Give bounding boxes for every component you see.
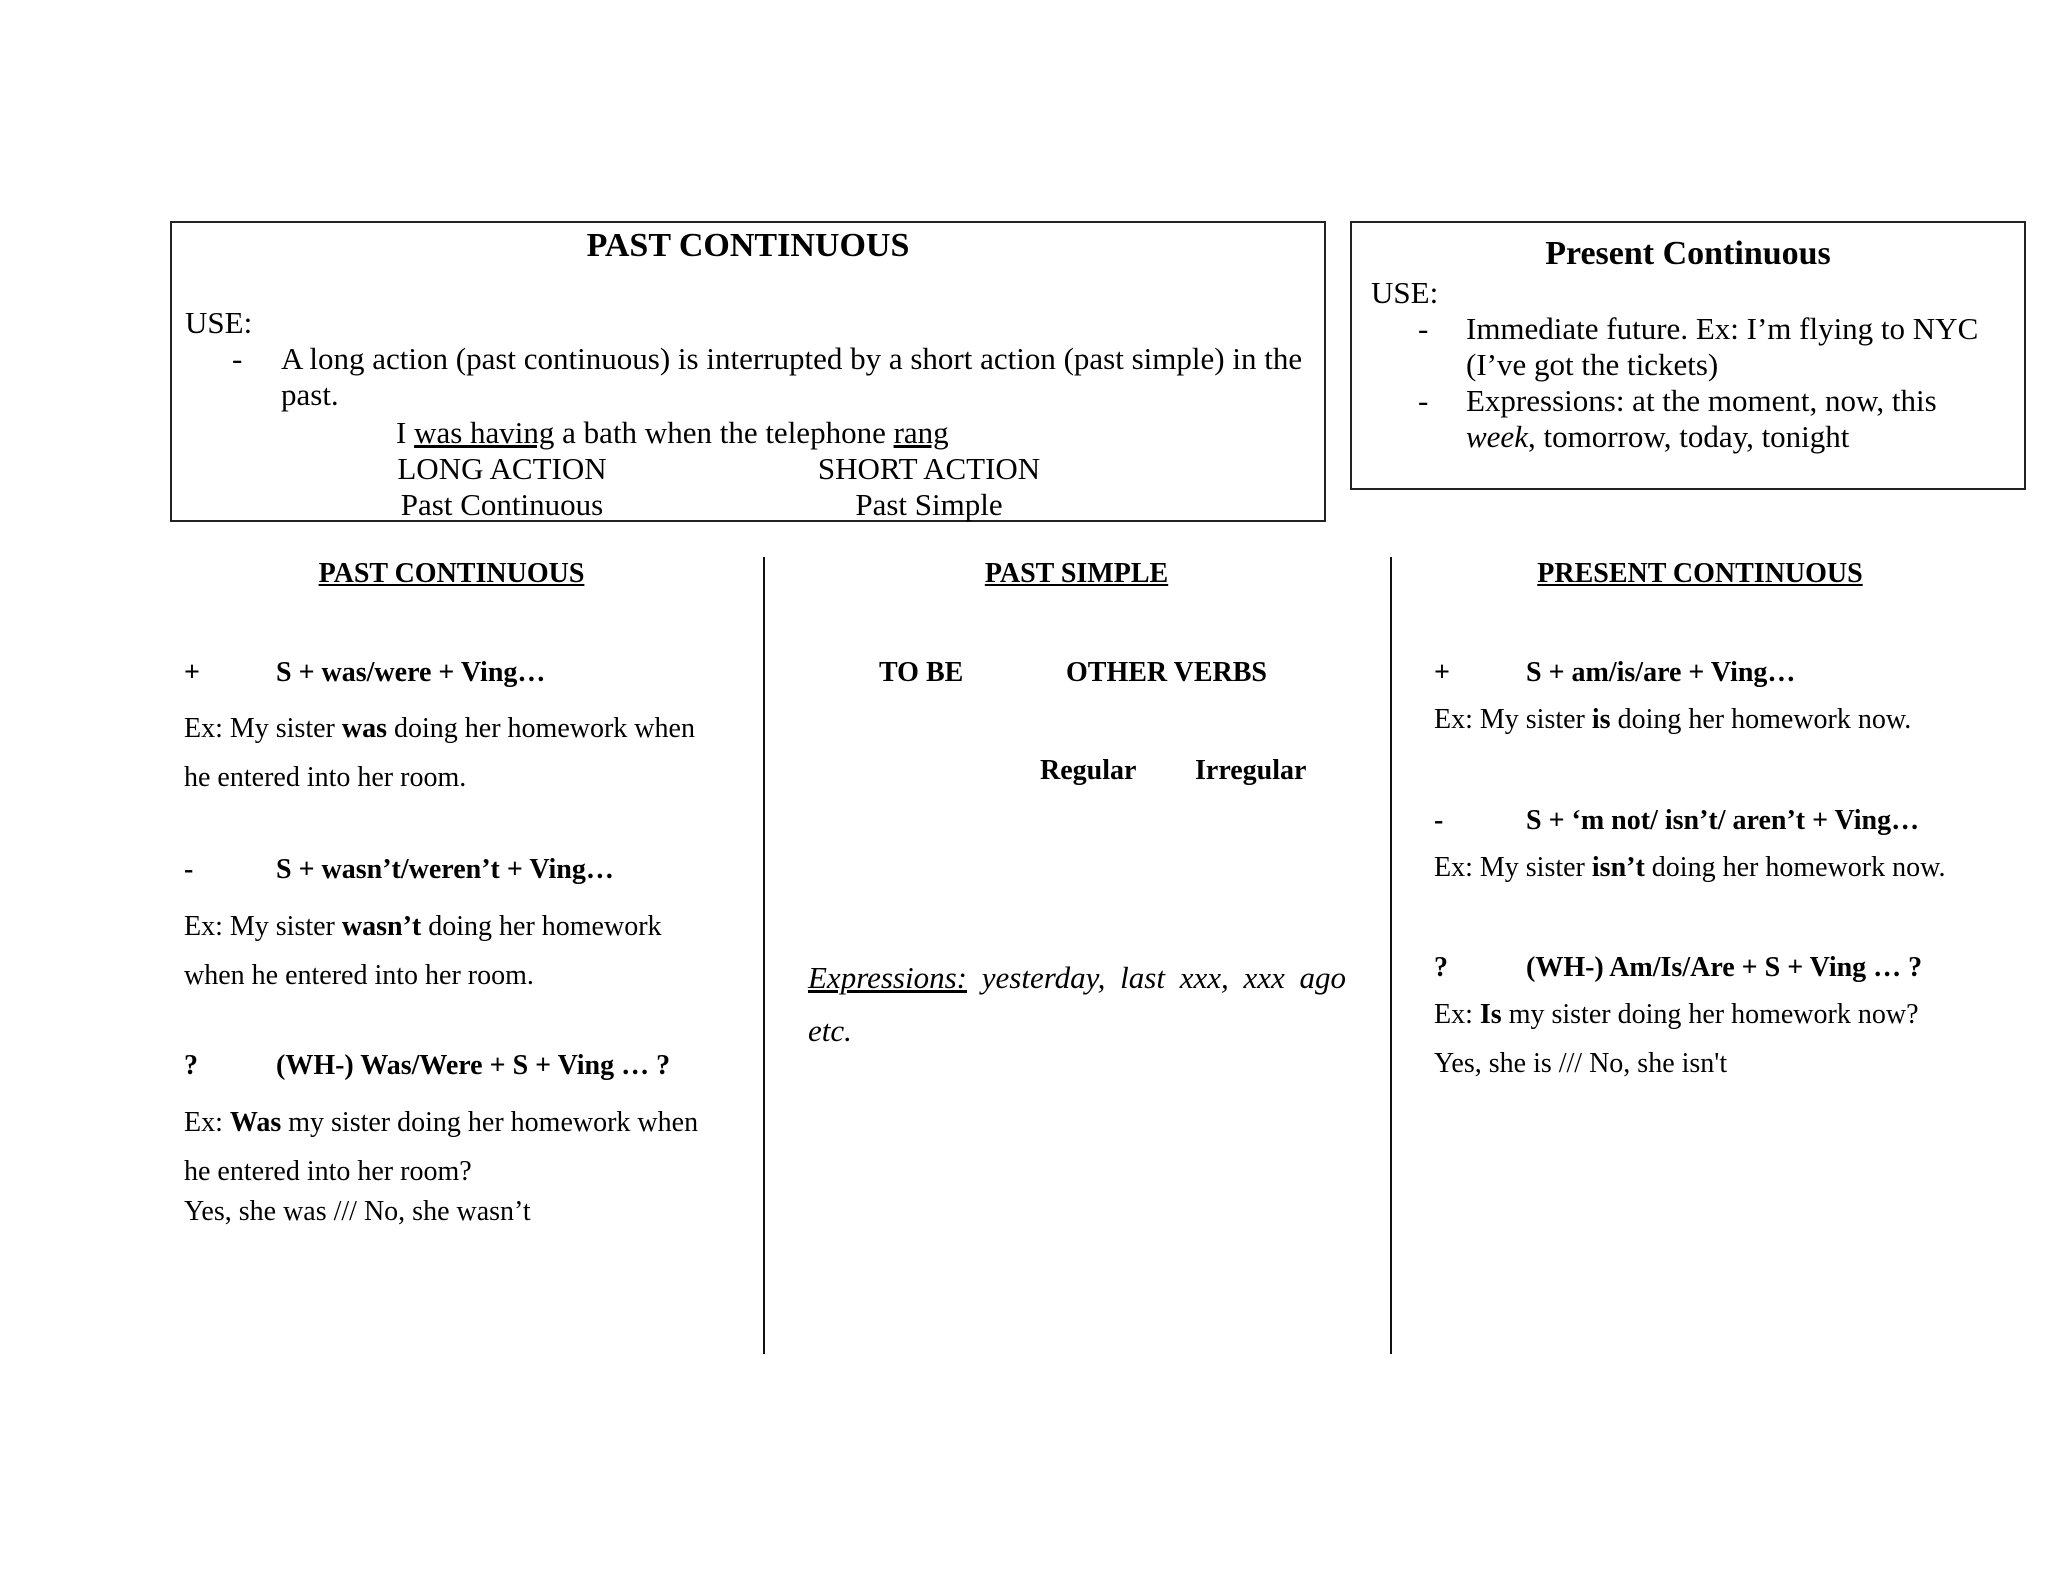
pc-question-sign: ? xyxy=(184,1050,198,1081)
prc-neg-ex-pre: Ex: My sister xyxy=(1434,852,1592,883)
prc-positive-example xyxy=(1434,704,1911,736)
bullet-2-pre: Expressions: at the moment, now, this xyxy=(1466,383,1937,418)
ps-expressions-label: Expressions: xyxy=(808,960,967,995)
past-box-bullet xyxy=(185,341,1317,413)
ps-other-verbs: OTHER VERBS xyxy=(1066,657,1267,688)
past-box-example xyxy=(396,415,949,451)
past-box-title: PAST CONTINUOUS xyxy=(586,227,910,264)
example-short-verb: rang xyxy=(893,415,949,450)
present-box-title: Present Continuous xyxy=(1545,235,1831,272)
long-action-label: LONG ACTION xyxy=(397,451,607,486)
ps-irregular: Irregular xyxy=(1195,755,1307,786)
past-continuous-box xyxy=(170,221,1326,522)
col-past-continuous-heading: PAST CONTINUOUS xyxy=(318,558,585,589)
example-long-verb: was having xyxy=(414,415,555,450)
pc-question-example xyxy=(184,1098,724,1196)
ps-to-be: TO BE xyxy=(879,657,964,688)
bullet-2-italic: week xyxy=(1466,419,1528,454)
present-box-use-label: USE: xyxy=(1371,275,1439,310)
prc-positive-sign: + xyxy=(1434,657,1450,688)
pc-negative-sign: - xyxy=(184,854,194,885)
prc-question-sign: ? xyxy=(1434,952,1448,983)
pc-q-ex-pre: Ex: xyxy=(184,1107,230,1138)
prc-question-example xyxy=(1434,999,1919,1031)
pc-neg-ex-bold: wasn’t xyxy=(341,911,422,942)
bullet-2-post: , tomorrow, today, tonight xyxy=(1527,419,1850,454)
prc-pos-ex-post: doing her homework now. xyxy=(1610,704,1912,735)
present-box-bullet-1 xyxy=(1371,311,2011,383)
past-box-use-label: USE: xyxy=(185,305,253,340)
pc-answer: Yes, she was /// No, she wasn’t xyxy=(184,1196,531,1227)
pc-negative-formula: S + wasn’t/weren’t + Ving… xyxy=(276,854,614,885)
pc-positive-sign: + xyxy=(184,657,200,688)
column-divider-right xyxy=(1390,557,1392,1354)
ps-expressions-text: yesterday, last xxx, xxx ago etc. xyxy=(808,960,1346,1048)
prc-pos-ex-pre: Ex: My sister xyxy=(1434,704,1592,735)
pc-negative-example xyxy=(184,902,704,1000)
long-action-tense: Past Continuous xyxy=(400,487,604,522)
pc-positive-formula: S + was/were + Ving… xyxy=(276,657,546,688)
ps-expressions xyxy=(808,951,1346,1057)
short-action-label: SHORT ACTION xyxy=(817,451,1041,486)
pc-pos-ex-pre: Ex: My sister xyxy=(184,713,342,744)
past-box-bullet-text: A long action (past continuous) is interrupted by a short action (past simple) in the past. xyxy=(281,341,1303,412)
prc-negative-sign: - xyxy=(1434,805,1444,836)
pc-question-formula: (WH-) Was/Were + S + Ving … ? xyxy=(276,1050,671,1081)
prc-neg-ex-bold: isn’t xyxy=(1591,852,1645,883)
ps-regular: Regular xyxy=(1040,755,1137,786)
example-mid: a bath when the telephone xyxy=(554,415,894,450)
prc-positive-formula: S + am/is/are + Ving… xyxy=(1526,657,1796,688)
col-past-simple-heading: PAST SIMPLE xyxy=(984,558,1169,589)
present-continuous-box xyxy=(1350,221,2026,490)
prc-q-ex-pre: Ex: xyxy=(1434,999,1480,1030)
pc-neg-ex-pre: Ex: My sister xyxy=(184,911,342,942)
pc-pos-ex-post: doing her homework when he entered into her room. xyxy=(184,713,695,793)
column-divider-left xyxy=(763,557,765,1354)
col-present-continuous-heading: PRESENT CONTINUOUS xyxy=(1537,558,1863,589)
bullet-dash: - xyxy=(1418,311,1429,346)
pc-neg-ex-post: doing her homework when he entered into her room. xyxy=(184,911,662,991)
pc-q-ex-bold: Was xyxy=(229,1107,282,1138)
prc-negative-example xyxy=(1434,852,1945,884)
prc-answer: Yes, she is /// No, she isn't xyxy=(1434,1048,1728,1079)
prc-q-ex-post: my sister doing her homework now? xyxy=(1501,999,1919,1030)
pc-pos-ex-bold: was xyxy=(341,713,388,744)
pc-positive-example xyxy=(184,704,724,802)
present-bullet-2-text xyxy=(1466,383,2011,455)
prc-question-formula: (WH-) Am/Is/Are + S + Ving … ? xyxy=(1526,952,1923,983)
example-pre: I xyxy=(396,415,415,450)
prc-neg-ex-post: doing her homework now. xyxy=(1644,852,1946,883)
prc-negative-formula: S + ‘m not/ isn’t/ aren’t + Ving… xyxy=(1526,805,1920,836)
present-box-bullet-2 xyxy=(1371,383,2011,455)
present-bullet-1-text: Immediate future. Ex: I’m flying to NYC (I’ve got the tickets) xyxy=(1466,311,1979,382)
bullet-dash: - xyxy=(232,341,243,376)
prc-pos-ex-bold: is xyxy=(1591,704,1611,735)
bullet-dash: - xyxy=(1418,383,1429,418)
prc-q-ex-bold: Is xyxy=(1479,999,1502,1030)
pc-q-ex-post: my sister doing her homework when he entered into her room? xyxy=(184,1107,699,1187)
short-action-tense: Past Simple xyxy=(855,487,1003,522)
